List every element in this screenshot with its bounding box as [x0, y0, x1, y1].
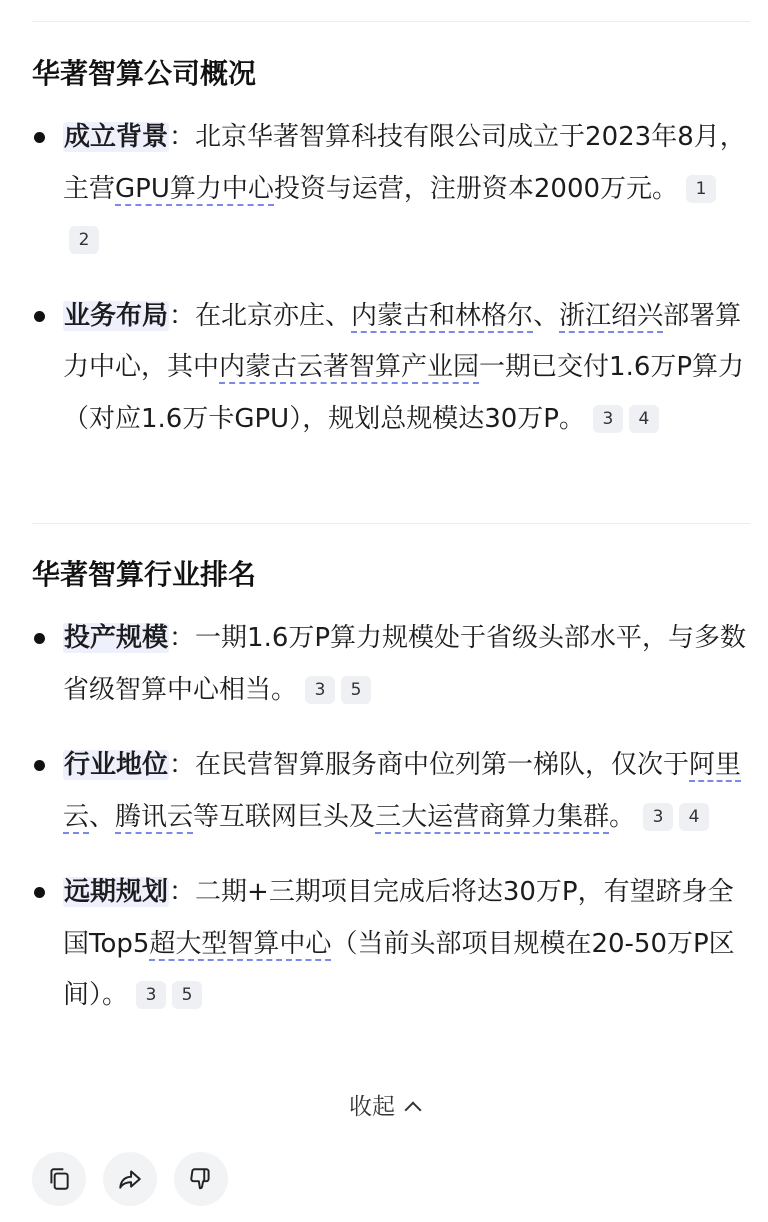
- citation-badge[interactable]: 3: [305, 676, 335, 704]
- citation-badge[interactable]: 3: [643, 803, 673, 831]
- entity-link[interactable]: GPU算力中心: [115, 173, 274, 204]
- section-title: 华著智算公司概况: [32, 57, 257, 90]
- citation-badge[interactable]: 5: [172, 981, 202, 1009]
- entity-link[interactable]: 内蒙古和林格尔: [351, 300, 534, 331]
- item-text: 。: [609, 801, 636, 832]
- item-text: 、: [89, 801, 116, 832]
- item-label: 投产规模: [64, 623, 169, 653]
- section-divider: [32, 523, 750, 524]
- bullet-list: [32, 613, 750, 1022]
- copy-icon: [46, 1166, 72, 1192]
- citation-badge[interactable]: 4: [629, 405, 659, 433]
- label-separator: ：: [169, 877, 196, 907]
- item-label: 业务布局: [64, 300, 169, 331]
- item-text: 一期1.6万P算力规模处于省级头部水平，与多数省级智算中心相当。: [63, 623, 747, 705]
- citation-badge[interactable]: 3: [593, 405, 623, 433]
- bullet-list: [32, 112, 750, 445]
- item-text: 在北京亦庄、: [195, 300, 352, 331]
- top-divider: [32, 21, 750, 22]
- item-text: 投资与运营，注册资本2000万元。: [273, 173, 679, 204]
- collapse-label: 收起: [349, 1094, 395, 1120]
- bullet-dot: [34, 887, 45, 898]
- bullet-item: [32, 740, 750, 843]
- citation-badge[interactable]: 4: [679, 803, 709, 831]
- section-industry-ranking: [32, 555, 750, 1046]
- action-bar: [32, 1152, 228, 1206]
- collapse-button[interactable]: [0, 1089, 768, 1125]
- bullet-item: [32, 112, 750, 267]
- label-separator: ：: [169, 750, 196, 780]
- bullet-dot: [34, 132, 45, 143]
- citation-badge[interactable]: 5: [341, 676, 371, 704]
- entity-link[interactable]: 浙江绍兴: [559, 300, 664, 331]
- entity-link[interactable]: 超大型智算中心: [149, 928, 332, 959]
- label-separator: ：: [169, 623, 196, 653]
- bullet-item: [32, 867, 750, 1022]
- bullet-item: [32, 613, 750, 716]
- thumbs-down-icon: [188, 1166, 214, 1192]
- bullet-dot: [34, 760, 45, 771]
- item-text: 、: [533, 300, 560, 331]
- chevron-up-icon: [405, 1102, 422, 1119]
- bullet-dot: [34, 311, 45, 322]
- bullet-item: [32, 291, 750, 446]
- item-label: 行业地位: [64, 750, 169, 780]
- citation-badge[interactable]: 1: [686, 175, 716, 203]
- bullet-dot: [34, 633, 45, 644]
- entity-link[interactable]: 内蒙古云著智算产业园: [219, 352, 480, 382]
- section-company-overview: [32, 54, 750, 469]
- item-label: 远期规划: [64, 877, 169, 907]
- entity-link[interactable]: 阿里云: [63, 750, 742, 832]
- section-title: 华著智算行业排名: [32, 558, 257, 591]
- citation-badge[interactable]: 2: [69, 226, 99, 254]
- copy-button[interactable]: [32, 1152, 86, 1206]
- label-separator: ：: [169, 122, 196, 152]
- citation-badge[interactable]: 3: [136, 981, 166, 1009]
- item-text: 一期已交付1.6万P算力（对应1.6万卡GPU），规划总规模达30万P。: [63, 352, 745, 434]
- entity-link[interactable]: 三大运营商算力集群: [375, 801, 610, 832]
- item-text: （当前头部项目规模在20-50万P区间）。: [63, 928, 735, 1010]
- item-text: 北京华著智算科技有限公司成立于2023年8月，主营: [63, 122, 746, 204]
- item-text: 等互联网巨头及: [193, 801, 376, 832]
- share-button[interactable]: [103, 1152, 157, 1206]
- label-separator: ：: [169, 300, 196, 331]
- entity-link[interactable]: 腾讯云: [115, 801, 194, 832]
- item-text: 部署算力中心，其中: [63, 300, 742, 382]
- item-text: 在民营智算服务商中位列第一梯队，仅次于: [195, 750, 690, 780]
- item-label: 成立背景: [64, 122, 169, 152]
- item-text: 二期+三期项目完成后将达30万P，有望跻身全国Top5: [63, 877, 734, 959]
- dislike-button[interactable]: [174, 1152, 228, 1206]
- share-icon: [117, 1166, 143, 1192]
